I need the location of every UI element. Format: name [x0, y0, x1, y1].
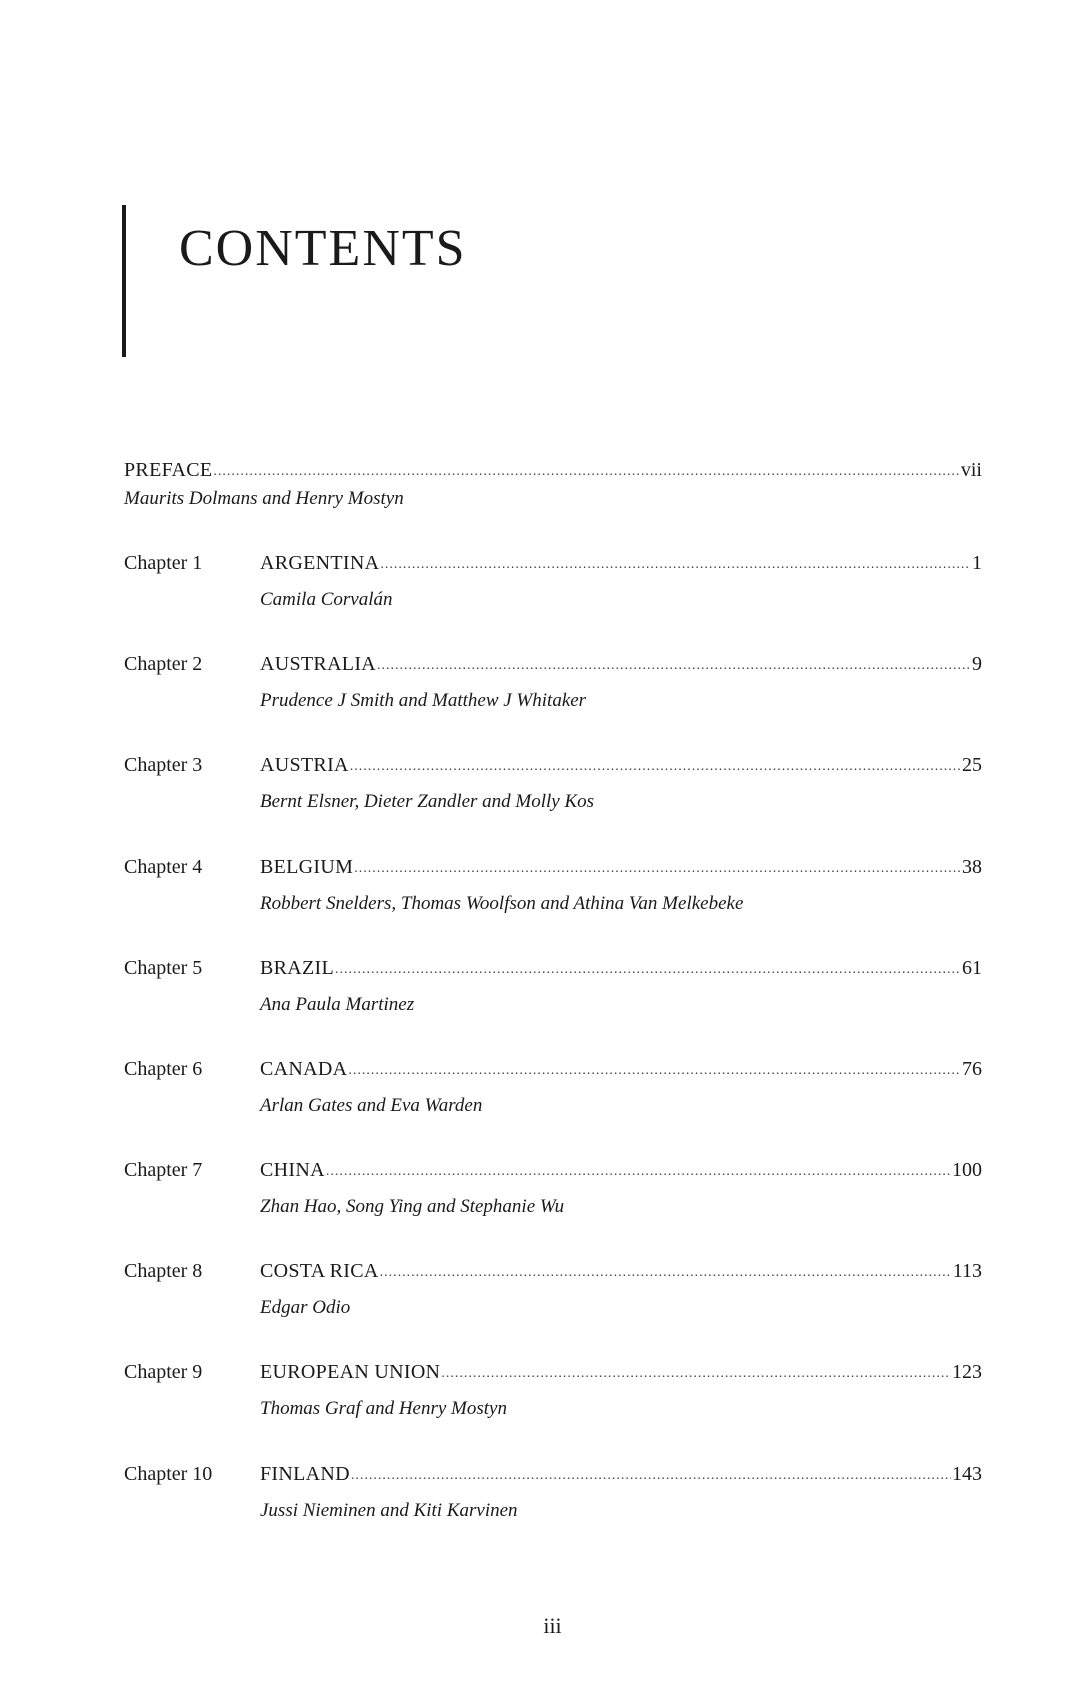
toc-page-number: 9: [972, 653, 982, 675]
toc-authors: Bernt Elsner, Dieter Zandler and Molly Kos: [260, 791, 595, 812]
toc-page-number: 76: [962, 1058, 982, 1080]
chapter-label: Chapter 5: [124, 957, 203, 979]
page-folio: iii: [543, 1613, 562, 1638]
toc-heading: ARGENTINA: [260, 552, 380, 574]
toc-heading: CHINA: [260, 1159, 325, 1181]
chapter-label: Chapter 6: [124, 1058, 203, 1080]
title-rule: [122, 205, 126, 357]
dot-leader: [213, 460, 959, 484]
chapter-label: Chapter 8: [124, 1260, 203, 1282]
toc-heading: BRAZIL: [260, 957, 335, 979]
dot-leader: [351, 1464, 951, 1488]
dot-leader: [377, 654, 971, 678]
toc-heading-line: [124, 458, 982, 485]
dot-leader: [350, 755, 961, 779]
toc-heading-line: [260, 956, 982, 983]
toc-authors: Prudence J Smith and Matthew J Whitaker: [260, 690, 587, 711]
toc-authors: Robbert Snelders, Thomas Woolfson and Athina Van Melkebeke: [260, 893, 744, 914]
toc-authors: Edgar Odio: [260, 1297, 351, 1318]
toc-page-number: 38: [962, 856, 982, 878]
dot-leader: [380, 1261, 952, 1285]
dot-leader: [326, 1160, 951, 1184]
toc-heading-line: [260, 1360, 982, 1387]
toc-authors: Camila Corvalán: [260, 589, 393, 610]
toc-page-number: 123: [952, 1361, 982, 1383]
toc-heading: COSTA RICA: [260, 1260, 379, 1282]
toc-heading: AUSTRALIA: [260, 653, 377, 675]
chapter-label: Chapter 2: [124, 653, 203, 675]
toc-page-number: 113: [952, 1260, 982, 1282]
toc-heading-line: [260, 1057, 982, 1084]
toc-heading-line: [260, 1259, 982, 1286]
toc-heading-line: [260, 652, 982, 679]
toc-heading: AUSTRIA: [260, 754, 349, 776]
toc-authors: Thomas Graf and Henry Mostyn: [260, 1398, 507, 1419]
toc-authors: Arlan Gates and Eva Warden: [260, 1095, 483, 1116]
toc-page-number: 143: [952, 1463, 982, 1485]
toc-page-number: 1: [972, 552, 982, 574]
toc-authors: Maurits Dolmans and Henry Mostyn: [124, 488, 404, 509]
toc-heading: PREFACE: [124, 459, 213, 481]
dot-leader: [441, 1362, 951, 1386]
toc-heading-line: [260, 1462, 982, 1489]
toc-heading-line: [260, 1158, 982, 1185]
toc-authors: Ana Paula Martinez: [260, 994, 415, 1015]
toc-heading-line: [260, 753, 982, 780]
toc-heading-line: [260, 551, 982, 578]
toc-heading-line: [260, 855, 982, 882]
toc-heading: BELGIUM: [260, 856, 354, 878]
toc-authors: Jussi Nieminen and Kiti Karvinen: [260, 1500, 518, 1521]
chapter-label: Chapter 7: [124, 1159, 203, 1181]
dot-leader: [335, 958, 961, 982]
dot-leader: [354, 857, 961, 881]
chapter-label: Chapter 1: [124, 552, 203, 574]
chapter-label: Chapter 4: [124, 856, 203, 878]
chapter-label: Chapter 9: [124, 1361, 203, 1383]
chapter-label: Chapter 10: [124, 1463, 213, 1485]
toc-authors: Zhan Hao, Song Ying and Stephanie Wu: [260, 1196, 565, 1217]
page-title: CONTENTS: [179, 219, 467, 277]
toc-heading: FINLAND: [260, 1463, 350, 1485]
toc-heading: EUROPEAN UNION: [260, 1361, 441, 1383]
chapter-label: Chapter 3: [124, 754, 203, 776]
toc-page-number: 100: [952, 1159, 982, 1181]
dot-leader: [348, 1059, 961, 1083]
toc-heading: CANADA: [260, 1058, 348, 1080]
toc-page-number: 61: [962, 957, 982, 979]
toc-page-number: vii: [960, 459, 982, 481]
dot-leader: [380, 553, 971, 577]
toc-page-number: 25: [962, 754, 982, 776]
